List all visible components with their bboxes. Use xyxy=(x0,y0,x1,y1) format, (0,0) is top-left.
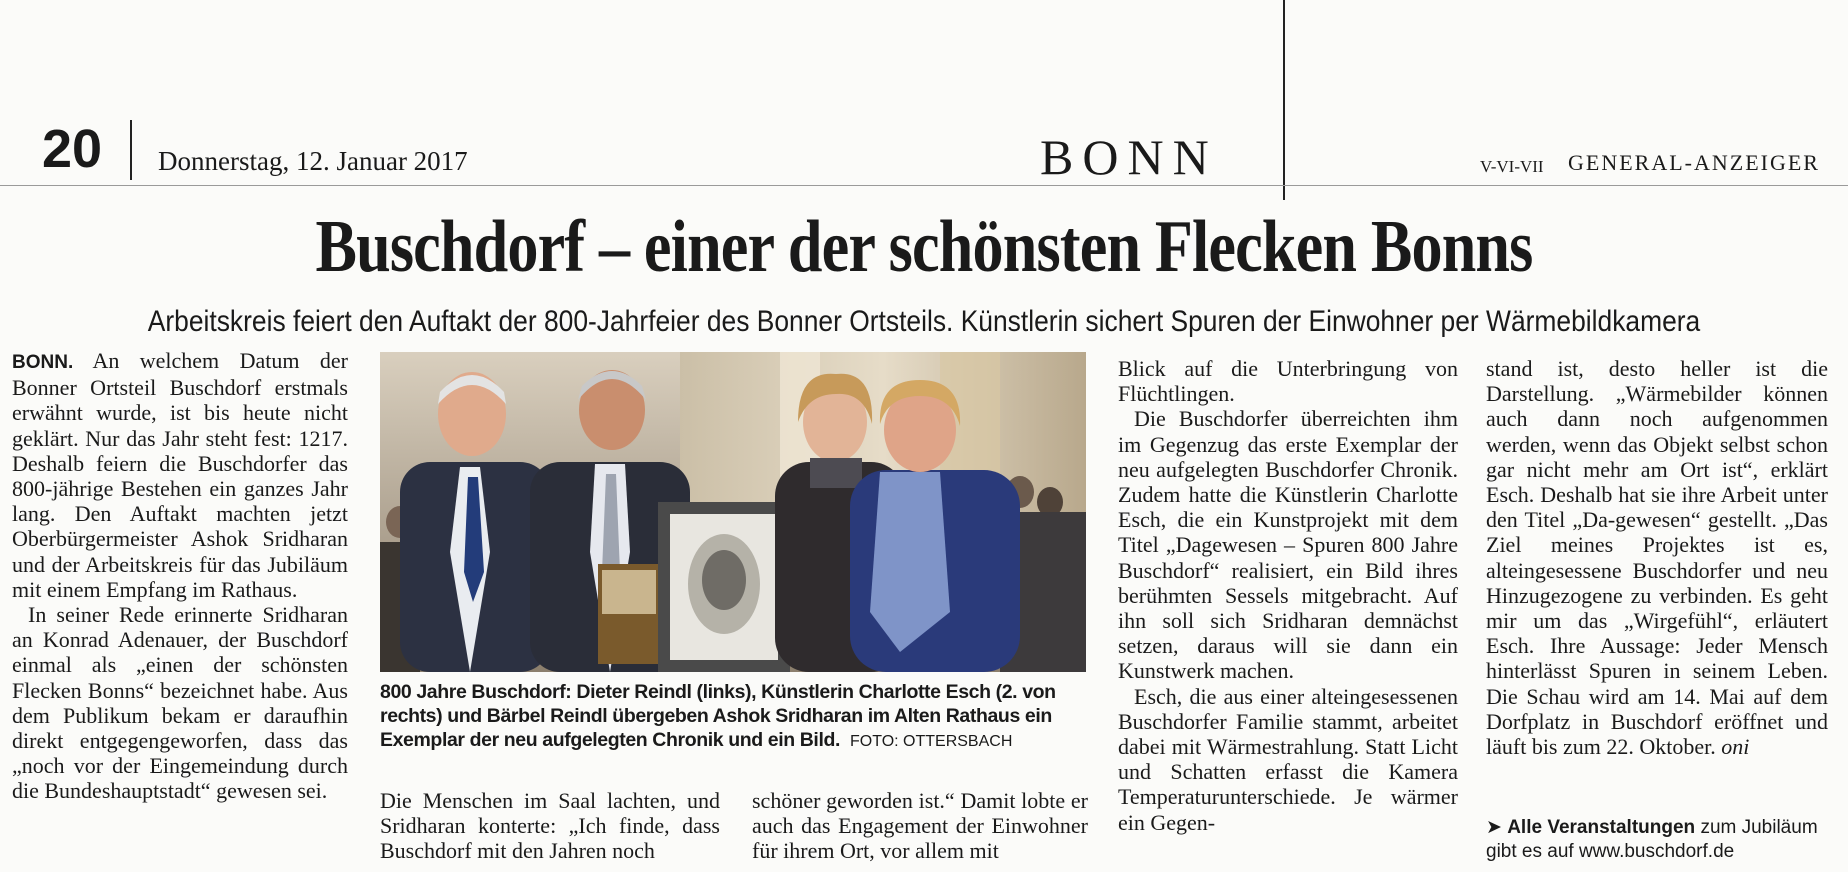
paragraph-text: stand ist, desto heller ist die Darstellung. „Wärmebilder können auch dann noch aufgenommen werden, wenn das Objekt selbst schon gar nicht mehr am Ort ist“, erklärt Esch. Deshalb hat sie ihre Arbeit unter den Titel „Da-gewesen“ gestellt. „Das Ziel meines Projektes ist es, alteingesessene Buschdorfer und neu Hinzugezogene zu verbinden. Es geht mir um das „Wirgefühl“, erläutert Esch. Ihre Aussage: Jeder Mensch hinterlässt Spuren in seinem Leben. Die Schau wird am 14. Mai auf dem Dorfplatz in Buschdorf eröffnet und läuft bis zum 22. Oktober. xyxy=(1486,356,1828,760)
edition-code: V-VI-VII xyxy=(1480,157,1544,176)
column-2b xyxy=(752,788,1088,868)
header-rule xyxy=(0,185,1848,186)
paragraph: Die Buschdorfer überreichten ihm im Gegenzug das erste Exemplar der neu aufgelegten Buschdorfer Chronik. Zudem hatte die Künstlerin Charlotte Esch, die ein Kunstprojekt mit dem Titel „Dagewesen – Spuren 800 Jahre Buschdorf“ realisiert, ein Bild ihres berühmten Sessels mitgebracht. Auf ihn soll sich Sridharan demnächst setzen, daraus will sie dann ein Kunstwerk machen. xyxy=(1118,406,1458,684)
paragraph xyxy=(12,348,348,602)
info-box xyxy=(1486,816,1836,864)
arrow-icon: ➤ xyxy=(1486,817,1502,838)
column-4 xyxy=(1486,356,1828,826)
issue-date: Donnerstag, 12. Januar 2017 xyxy=(158,146,468,176)
header-divider-top xyxy=(1283,0,1285,200)
article-photo xyxy=(380,352,1086,672)
subheadline: Arbeitskreis feiert den Auftakt der 800-Jahrfeier des Bonner Ortsteils. Künstlerin sichert Spuren der Einwohner per Wärmebildkamera xyxy=(147,305,1701,338)
caption-text: 800 Jahre Buschdorf: Dieter Reindl (links), Künstlerin Charlotte Esch (2. von rechts) und Bärbel Reindl übergeben Ashok Sridharan im Alten Rathaus ein Exemplar der neu aufgelegten Chronik und ein Bild. xyxy=(380,681,1056,751)
info-bold: Alle Veranstaltungen xyxy=(1507,817,1696,838)
page-number: 20 xyxy=(42,119,103,179)
author-signature: oni xyxy=(1721,734,1750,760)
newspaper-name: GENERAL-ANZEIGER xyxy=(1568,150,1820,175)
paragraph: In seiner Rede erinnerte Sridharan an Konrad Adenauer, der Buschdorf einmal als „einen der schönsten Flecken Bonns“ bezeichnet habe. Aus dem Publikum bekam er daraufhin direkt entgegengeworfen, dass das „noch vor der Eingemeindung durch die Bundeshauptstadt“ gewesen sei. xyxy=(12,602,348,804)
headline: Buschdorf – einer der schönsten Flecken Bonns xyxy=(315,206,1533,288)
column-3 xyxy=(1118,356,1458,868)
paragraph: schöner geworden ist.“ Damit lobte er auch das Engagement der Einwohner für ihrem Ort, vor allem mit xyxy=(752,788,1088,864)
column-2a xyxy=(380,788,720,868)
paragraph-text: An welchem Datum der Bonner Ortsteil Buschdorf erstmals erwähnt wurde, ist bis heute nicht geklärt. Nur das Jahr steht fest: 1217. Deshalb feiern die Buschdorfer das 800-jährige Bestehen ein ganzes Jahr lang. Den Auftakt machten jetzt Oberbürgermeister Ashok Sridharan und der Arbeitskreis für das Jubiläum mit einem Empfang im Rathaus. xyxy=(12,348,348,602)
paragraph: Die Menschen im Saal lachten, und Sridharan konterte: „Ich finde, dass Buschdorf mit den Jahren noch xyxy=(380,788,720,864)
photo-illustration xyxy=(380,352,1086,672)
paragraph: Blick auf die Unterbringung von Flüchtlingen. xyxy=(1118,356,1458,407)
header-divider-left xyxy=(130,120,132,180)
paragraph: Esch, die aus einer alteingesessenen Buschdorfer Familie stammt, arbeitet dabei mit Wärmestrahlung. Statt Licht und Schatten erfasst die Kamera Temperaturunterschiede. Je wärmer ein Gegen- xyxy=(1118,683,1458,835)
column-1 xyxy=(12,348,348,868)
paragraph xyxy=(1486,356,1828,759)
dateline: BONN. xyxy=(12,352,74,373)
photo-caption xyxy=(380,680,1090,754)
info-text: zum Jubiläum gibt es auf www.buschdorf.de xyxy=(1486,817,1818,862)
photo-credit: FOTO: OTTERSBACH xyxy=(850,733,1013,750)
section-title: BONN xyxy=(1040,129,1218,185)
